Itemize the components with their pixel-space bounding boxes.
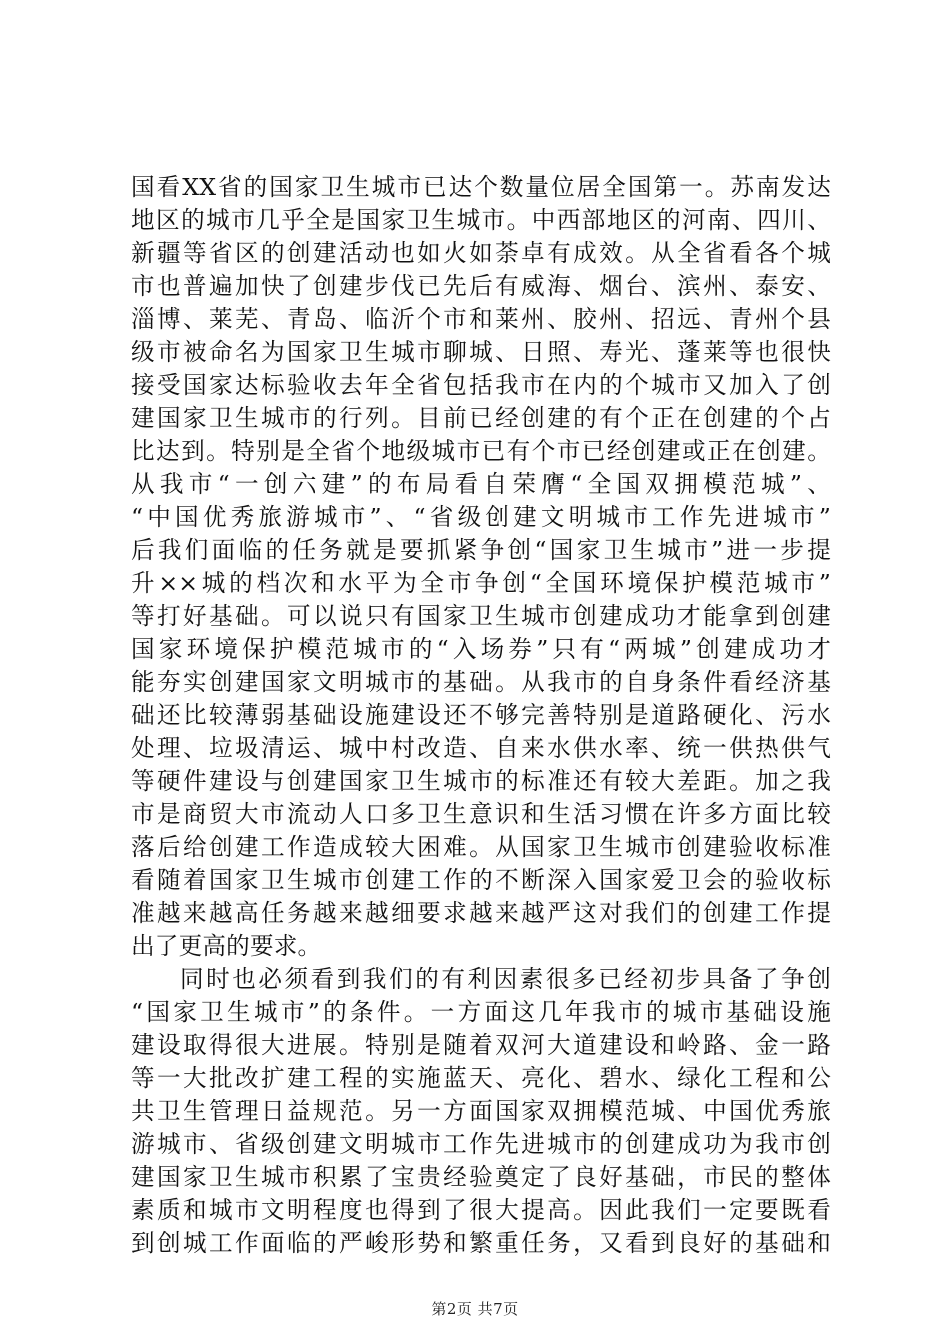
text-line: 素质和城市文明程度也得到了很大提高。因此我们一定要既看 <box>131 1196 831 1224</box>
text-line: 比达到。特别是全省个地级城市已有个市已经创建或正在创建。 <box>131 437 831 465</box>
text-line: 出了更高的要求。 <box>131 932 322 960</box>
text-line: 准越来越高任务越来越细要求越来越严这对我们的创建工作提 <box>131 899 831 927</box>
text-line: 国看XX省的国家卫生城市已达个数量位居全国第一。苏南发达 <box>131 173 831 201</box>
text-line: 游城市、省级创建文明城市工作先进城市的创建成功为我市创 <box>131 1130 831 1158</box>
text-line: 础还比较薄弱基础设施建设还不够完善特别是道路硬化、污水 <box>131 701 831 729</box>
text-line: 从我市“一创六建”的布局看自荣膺“全国双拥模范城”、 <box>131 470 831 498</box>
text-line: 看随着国家卫生城市创建工作的不断深入国家爱卫会的验收标 <box>131 866 831 894</box>
text-line: 共卫生管理日益规范。另一方面国家双拥模范城、中国优秀旅 <box>131 1097 831 1125</box>
text-line: 市也普遍加快了创建步伐已先后有威海、烟台、滨州、泰安、 <box>131 272 831 300</box>
text-line: 级市被命名为国家卫生城市聊城、日照、寿光、蓬莱等也很快 <box>131 338 831 366</box>
text-line: 等硬件建设与创建国家卫生城市的标准还有较大差距。加之我 <box>131 767 831 795</box>
document-body <box>131 171 831 1260</box>
text-line: “国家卫生城市”的条件。一方面这几年我市的城市基础设施 <box>131 998 831 1026</box>
text-line: 建国家卫生城市积累了宝贵经验奠定了良好基础，市民的整体 <box>131 1163 831 1191</box>
text-line: 落后给创建工作造成较大困难。从国家卫生城市创建验收标准 <box>131 833 831 861</box>
text-line: 到创城工作面临的严峻形势和繁重任务，又看到良好的基础和 <box>131 1229 831 1257</box>
text-line: 市是商贸大市流动人口多卫生意识和生活习惯在许多方面比较 <box>131 800 831 828</box>
text-line: 国家环境保护模范城市的“入场券”只有“两城”创建成功才 <box>131 635 831 663</box>
text-line: 建国家卫生城市的行列。目前已经创建的有个正在创建的个占 <box>131 404 831 432</box>
paragraph-start-line: 同时也必须看到我们的有利因素很多已经初步具备了争创 <box>180 965 831 993</box>
text-line: 能夯实创建国家文明城市的基础。从我市的自身条件看经济基 <box>131 668 831 696</box>
text-line: 后我们面临的任务就是要抓紧争创“国家卫生城市”进一步提 <box>131 536 831 564</box>
text-line: 等打好基础。可以说只有国家卫生城市创建成功才能拿到创建 <box>131 602 831 630</box>
text-line: 地区的城市几乎全是国家卫生城市。中西部地区的河南、四川、 <box>131 206 831 234</box>
page-number-footer: 第2页 共7页 <box>431 1300 519 1318</box>
text-line: “中国优秀旅游城市”、“省级创建文明城市工作先进城市” <box>131 503 831 531</box>
text-line: 建设取得很大进展。特别是随着双河大道建设和岭路、金一路 <box>131 1031 831 1059</box>
text-line: 淄博、莱芜、青岛、临沂个市和莱州、胶州、招远、青州个县 <box>131 305 831 333</box>
text-line: 新疆等省区的创建活动也如火如荼卓有成效。从全省看各个城 <box>131 239 831 267</box>
text-line: 接受国家达标验收去年全省包括我市在内的个城市又加入了创 <box>131 371 831 399</box>
text-line: 等一大批改扩建工程的实施蓝天、亮化、碧水、绿化工程和公 <box>131 1064 831 1092</box>
text-line: 处理、垃圾清运、城中村改造、自来水供水率、统一供热供气 <box>131 734 831 762</box>
text-line: 升××城的档次和水平为全市争创“全国环境保护模范城市” <box>131 569 831 597</box>
